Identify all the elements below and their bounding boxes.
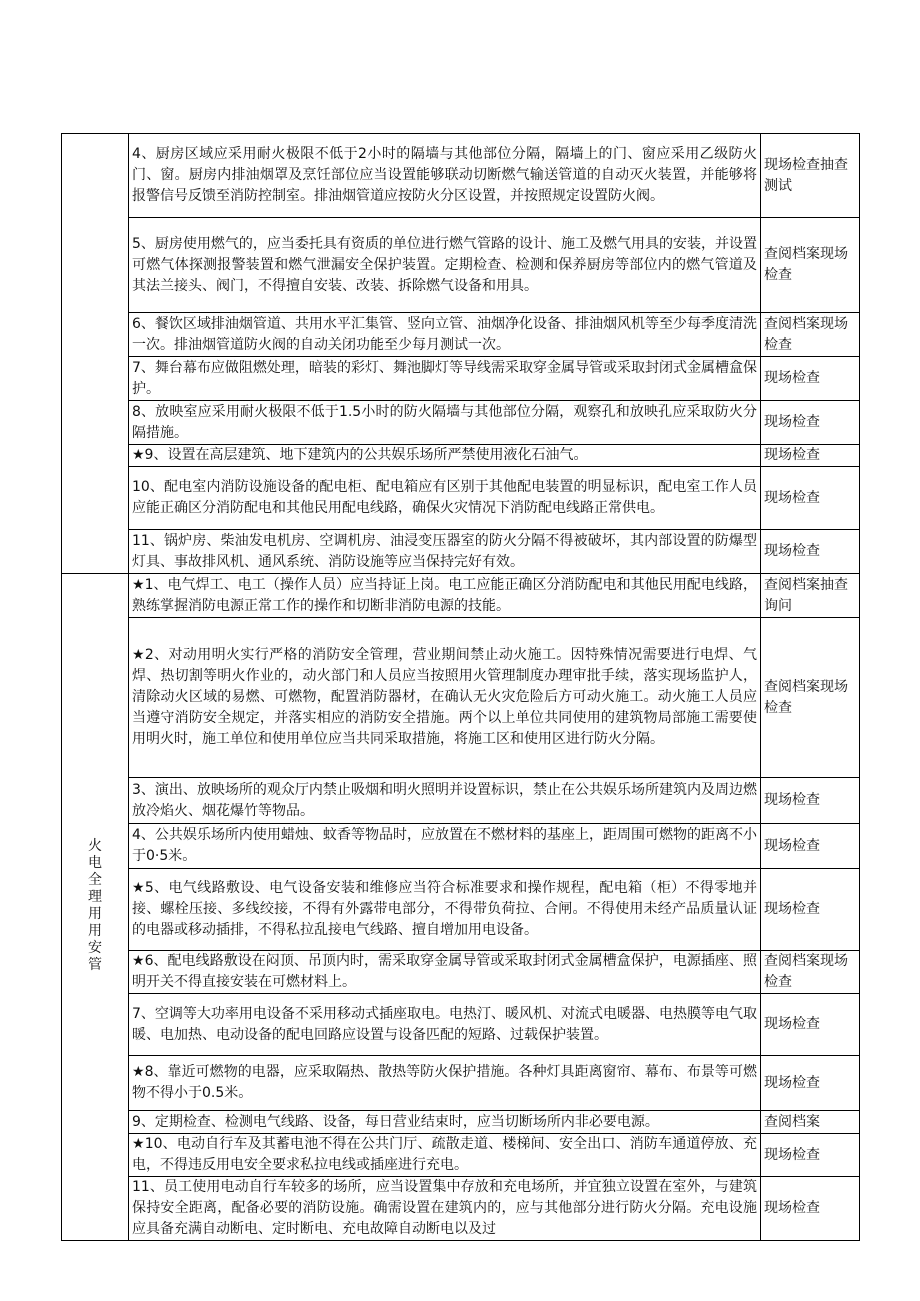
requirement-cell: 7、空调等大功率用电设备不采用移动式插座取电。电热汀、暖风机、对流式电暖器、电热膜等电气取暖、电加热、电动设备的配电回路应设置与设备匹配的短路、过载保护装置。 <box>129 994 761 1056</box>
method-cell: 现场检查 <box>761 994 860 1056</box>
category-label: 火电全理用用安管 <box>88 838 102 973</box>
requirement-cell: ★6、配电线路敷设在闷顶、吊顶内时，需采取穿金属导管或采取封闭式金属槽盒保护，电源插座、照明开关不得直接安装在可燃材料上。 <box>129 951 761 994</box>
method-cell: 现场检查 <box>761 1177 860 1241</box>
table-row <box>62 445 860 467</box>
table-row <box>62 530 860 574</box>
requirement-cell: 4、公共娱乐场所内使用蜡烛、蚊香等物品时，应放置在不燃材料的基座上，距周围可燃物的距离不小于0·5米。 <box>129 824 761 869</box>
table-row <box>62 467 860 530</box>
table-row <box>62 1177 860 1241</box>
method-cell: 查阅档案现场检查 <box>761 618 860 778</box>
table-row <box>62 134 860 218</box>
table-row <box>62 218 860 313</box>
method-cell: 现场检查 <box>761 1056 860 1111</box>
table-row <box>62 778 860 824</box>
requirement-cell: 11、员工使用电动自行车较多的场所，应当设置集中存放和充电场所，并宜独立设置在室外，与建筑保持安全距离，配备必要的消防设施。确需设置在建筑内的，应与其他部分进行防火分隔。充电设施应具备充满自动断电、定时断电、充电故障自动断电以及过 <box>129 1177 761 1241</box>
requirement-cell: ★9、设置在高层建筑、地下建筑内的公共娱乐场所严禁使用液化石油气。 <box>129 445 761 467</box>
table-row <box>62 574 860 618</box>
method-cell: 现场检查抽查测试 <box>761 134 860 218</box>
method-cell: 查阅档案 <box>761 1111 860 1134</box>
method-cell: 查阅档案抽查询问 <box>761 574 860 618</box>
requirement-cell: 4、厨房区域应采用耐火极限不低于2小时的隔墙与其他部位分隔，隔墙上的门、窗应采用乙级防火门、窗。厨房内排油烟罩及烹饪部位应当设置能够联动切断燃气输送管道的自动灭火装置，并能够将报警信号反馈至消防控制室。排油烟管道应按防火分区设置，并按照规定设置防火阀。 <box>129 134 761 218</box>
requirement-cell: ★2、对动用明火实行严格的消防安全管理，营业期间禁止动火施工。因特殊情况需要进行电焊、气焊、热切割等明火作业的，动火部门和人员应当按照用火管理制度办理审批手续，落实现场监护人，清除动火区域的易燃、可燃物，配置消防器材，在确认无火灾危险后方可动火施工。动火施工人员应当遵守消防安全规定，并落实相应的消防安全措施。两个以上单位共同使用的建筑物局部施工需要使用明火时，施工单位和使用单位应当共同采取措施，将施工区和使用区进行防火分隔。 <box>129 618 761 778</box>
requirement-cell: 6、餐饮区域排油烟管道、共用水平汇集管、竖向立管、油烟净化设备、排油烟风机等至少每季度清洗一次。排油烟管道防火阀的自动关闭功能至少每月测试一次。 <box>129 313 761 357</box>
requirement-cell: ★5、电气线路敷设、电气设备安装和维修应当符合标准要求和操作规程，配电箱（柜）不得零地并接、螺栓压接、多线绞接，不得有外露带电部分，不得带负荷拉、合闸。不得使用未经产品质量认证的电器或移动插排，不得私拉乱接电气线路、擅自增加用电设备。 <box>129 869 761 951</box>
requirement-cell: 5、厨房使用燃气的，应当委托具有资质的单位进行燃气管路的设计、施工及燃气用具的安装，并设置可燃气体探测报警装置和燃气泄漏安全保护装置。定期检查、检测和保养厨房等部位内的燃气管道及其法兰接头、阀门，不得擅自安装、改装、拆除燃气设备和用具。 <box>129 218 761 313</box>
inspection-checklist-table <box>61 133 860 1241</box>
category-cell-blank <box>62 134 129 574</box>
method-cell: 现场检查 <box>761 530 860 574</box>
method-cell: 现场检查 <box>761 824 860 869</box>
method-cell: 现场检查 <box>761 357 860 401</box>
method-cell: 现场检查 <box>761 401 860 445</box>
method-cell: 查阅档案现场检查 <box>761 951 860 994</box>
requirement-cell: 11、锅炉房、柴油发电机房、空调机房、油浸变压器室的防火分隔不得被破坏，其内部设置的防爆型灯具、事故排风机、通风系统、消防设施等应当保持完好有效。 <box>129 530 761 574</box>
requirement-cell: 9、定期检查、检测电气线路、设备，每日营业结束时，应当切断场所内非必要电源。 <box>129 1111 761 1134</box>
method-cell: 现场检查 <box>761 1134 860 1177</box>
table-row <box>62 401 860 445</box>
requirement-cell: ★1、电气焊工、电工（操作人员）应当持证上岗。电工应能正确区分消防配电和其他民用配电线路，熟练掌握消防电源正常工作的操作和切断非消防电源的技能。 <box>129 574 761 618</box>
method-cell: 现场检查 <box>761 869 860 951</box>
method-cell: 现场检查 <box>761 467 860 530</box>
table-row <box>62 1111 860 1134</box>
requirement-cell: 8、放映室应采用耐火极限不低于1.5小时的防火隔墙与其他部位分隔，观察孔和放映孔应采取防火分隔措施。 <box>129 401 761 445</box>
table-row <box>62 618 860 778</box>
method-cell: 查阅档案现场检查 <box>761 218 860 313</box>
table-row <box>62 1134 860 1177</box>
method-cell: 现场检查 <box>761 445 860 467</box>
table-row <box>62 994 860 1056</box>
requirement-cell: 3、演出、放映场所的观众厅内禁止吸烟和明火照明并设置标识，禁止在公共娱乐场所建筑内及周边燃放冷焰火、烟花爆竹等物品。 <box>129 778 761 824</box>
method-cell: 现场检查 <box>761 778 860 824</box>
requirement-cell: 10、配电室内消防设施设备的配电柜、配电箱应有区别于其他配电装置的明显标识，配电室工作人员应能正确区分消防配电和其他民用配电线路，确保火灾情况下消防配电线路正常供电。 <box>129 467 761 530</box>
table-row <box>62 357 860 401</box>
table-row <box>62 951 860 994</box>
table-row <box>62 869 860 951</box>
table-row <box>62 313 860 357</box>
category-cell-fire-electric <box>62 574 129 1241</box>
table-row <box>62 824 860 869</box>
method-cell: 查阅档案现场检查 <box>761 313 860 357</box>
requirement-cell: ★8、靠近可燃物的电器，应采取隔热、散热等防火保护措施。各种灯具距离窗帘、幕布、布景等可燃物不得小于0.5米。 <box>129 1056 761 1111</box>
requirement-cell: ★10、电动自行车及其蓄电池不得在公共门厅、疏散走道、楼梯间、安全出口、消防车通道停放、充电，不得违反用电安全要求私拉电线或插座进行充电。 <box>129 1134 761 1177</box>
requirement-cell: 7、舞台幕布应做阻燃处理，暗装的彩灯、舞池脚灯等导线需采取穿金属导管或采取封闭式金属槽盒保护。 <box>129 357 761 401</box>
table-row <box>62 1056 860 1111</box>
